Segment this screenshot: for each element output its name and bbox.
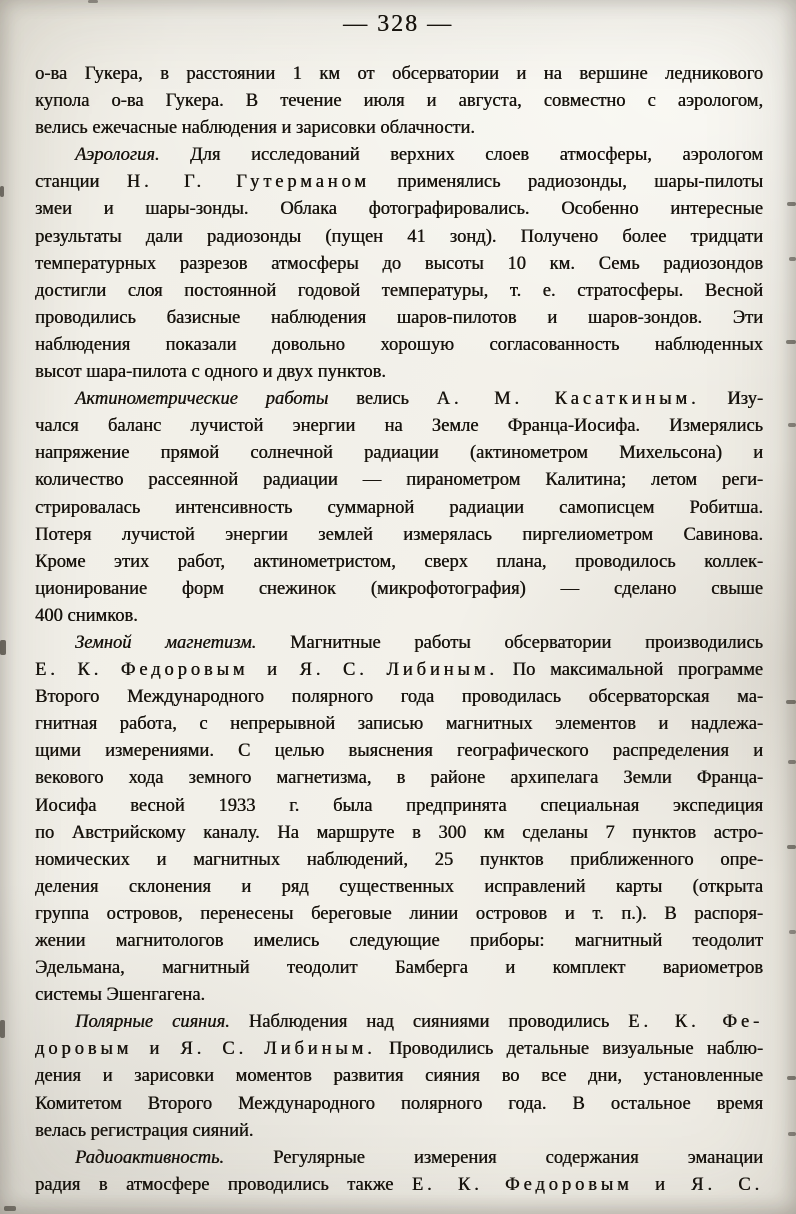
- italic-lead: Полярные сияния.: [75, 1012, 230, 1033]
- scan-artifact: [0, 640, 6, 655]
- paragraph: [35, 61, 763, 142]
- spaced-name: Н. Г. Гутерманом: [126, 172, 370, 193]
- text-segment: дения и зарисовки моментов развития сияния во все дни, установленные: [35, 1066, 763, 1087]
- scan-artifact: [788, 423, 796, 427]
- text-segment: щими измерениями. С целью выяснения географического распределения и: [35, 741, 763, 762]
- text-line: [35, 115, 763, 142]
- scan-artifact: [789, 930, 796, 934]
- text-segment: стрировалась интенсивность суммарной радиации самописцем Робитша.: [35, 497, 763, 518]
- text-segment: Потеря лучистой энергии землей измерялась пиргелиометром Савинова.: [35, 524, 763, 545]
- text-segment: группа островов, перенесены береговые линии островов и т. п.). В распоря-: [35, 903, 763, 924]
- text-segment: Изу-: [699, 389, 764, 410]
- text-line: [35, 630, 763, 657]
- scan-artifact: [789, 257, 796, 261]
- spaced-name: доровым и Я. С. Либиным.: [35, 1039, 376, 1060]
- italic-lead: Аэрология.: [75, 145, 160, 166]
- text-segment: чался баланс лучистой энергии на Земле Франца-Иосифа. Измерялись: [35, 416, 763, 437]
- text-line: [35, 738, 763, 765]
- text-line: [35, 982, 763, 1009]
- text-line: [35, 765, 763, 792]
- spaced-name: Е. К. Фе-: [628, 1012, 763, 1033]
- text-line: [35, 684, 763, 711]
- paragraph: [35, 386, 763, 630]
- paragraph: [35, 1009, 763, 1144]
- text-line: [35, 928, 763, 955]
- text-line: [35, 874, 763, 901]
- text-segment: достигли слоя постоянной годовой температуры, т. е. стратосферы. Весной: [35, 280, 763, 301]
- text-line: [35, 61, 763, 88]
- spaced-name: А. М. Касаткиным.: [436, 389, 700, 410]
- text-segment: высот шара-пилота с одного и двух пунктов.: [35, 362, 386, 383]
- text-segment: купола о-ва Гукера. В течение июля и августа, совместно с аэрологом,: [35, 91, 763, 112]
- text-line: [35, 847, 763, 874]
- text-line: [35, 251, 763, 278]
- text-line: [35, 793, 763, 820]
- text-line: [35, 332, 763, 359]
- text-segment: Кроме этих работ, актинометристом, сверх плана, проводилось коллек-: [35, 551, 763, 572]
- spaced-name: Е. К. Федоровым и Я. С. Либиным.: [35, 660, 498, 681]
- scan-artifact: [0, 1020, 5, 1038]
- text-segment: Регулярные измерения содержания эманации: [224, 1147, 763, 1168]
- text-line: [35, 657, 763, 684]
- text-line: [35, 1172, 763, 1199]
- text-line: [35, 359, 763, 386]
- text-line: [35, 1009, 763, 1036]
- text-line: [35, 1091, 763, 1118]
- text-segment: Магнитные работы обсерватории производились: [256, 632, 763, 653]
- page-body: [0, 38, 796, 1199]
- text-segment: температурных разрезов атмосферы до высоты 10 км. Семь радиозондов: [35, 253, 763, 274]
- text-line: [35, 305, 763, 332]
- italic-lead: Радиоактивность.: [75, 1147, 225, 1168]
- scan-artifact: [88, 0, 98, 3]
- text-segment: По максимальной программе: [497, 660, 763, 681]
- text-line: [35, 955, 763, 982]
- text-line: [35, 901, 763, 928]
- text-line: [35, 467, 763, 494]
- text-segment: велась регистрация сияний.: [35, 1120, 254, 1141]
- paragraph: [35, 630, 763, 1009]
- text-segment: системы Эшенгагена.: [35, 985, 206, 1006]
- text-line: [35, 549, 763, 576]
- text-segment: радия в атмосфере проводились также: [35, 1174, 412, 1195]
- text-segment: жении магнитологов имелись следующие приборы: магнитный теодолит: [35, 931, 763, 951]
- text-segment: применялись радиозонды, шары-пилоты: [369, 172, 763, 193]
- italic-lead: Земной магнетизм.: [75, 632, 257, 653]
- scan-artifact: [787, 1076, 796, 1080]
- text-line: [35, 224, 763, 251]
- text-segment: Иосифа весной 1933 г. была предпринята специальная экспедиция: [35, 795, 763, 816]
- text-line: [35, 820, 763, 847]
- text-segment: 400 снимков.: [35, 605, 138, 626]
- text-line: [35, 386, 763, 413]
- text-segment: о-ва Гукера, в расстоянии 1 км от обсерватории и на вершине ледникового: [35, 64, 763, 84]
- text-segment: напряжение прямой солнечной радиации (актинометром Михельсона) и: [35, 443, 763, 464]
- text-segment: деления склонения и ряд существенных исправлений карты (открыта: [35, 876, 763, 897]
- spaced-name: Е. К. Федоровым и Я. С.: [411, 1174, 763, 1195]
- text-line: [35, 603, 763, 630]
- text-line: [35, 1063, 763, 1090]
- text-line: [35, 196, 763, 223]
- text-line: [35, 1036, 763, 1063]
- text-line: [35, 169, 763, 196]
- scan-artifact: [787, 202, 796, 206]
- scan-artifact: [4, 1206, 16, 1211]
- italic-lead: Актинометрические работы: [75, 389, 329, 410]
- text-line: [35, 1118, 763, 1145]
- text-segment: проводились базисные наблюдения шаров-пилотов и шаров-зондов. Эти: [35, 307, 763, 328]
- paragraph: [35, 142, 763, 386]
- text-line: [35, 522, 763, 549]
- text-line: [35, 711, 763, 738]
- scan-artifact: [788, 1132, 796, 1136]
- text-line: [35, 142, 763, 169]
- text-line: [35, 413, 763, 440]
- text-line: [35, 88, 763, 115]
- text-segment: Наблюдения над сияниями проводились: [229, 1012, 629, 1033]
- scan-artifact: [787, 845, 796, 849]
- scan-artifact: [786, 340, 796, 344]
- text-segment: Эдельмана, магнитный теодолит Бамберга и комплект вариометров: [35, 958, 763, 979]
- text-segment: ционирование форм снежинок (микрофотография) — сделано свыше: [35, 578, 763, 599]
- text-segment: велись ежечасные наблюдения и зарисовки облачности.: [35, 118, 475, 139]
- text-line: [35, 1145, 763, 1172]
- text-segment: по Австрийскому каналу. На маршруте в 300 км сделаны 7 пунктов астро-: [35, 822, 763, 843]
- text-segment: Комитетом Второго Международного полярного года. В остальное время: [35, 1093, 763, 1114]
- text-segment: гнитная работа, с непрерывной записью магнитных элементов и надлежа-: [35, 714, 763, 735]
- text-segment: Проводились детальные визуальные наблю-: [375, 1039, 763, 1060]
- text-segment: змеи и шары-зонды. Облака фотографировались. Особенно интересные: [35, 199, 763, 220]
- scan-artifact: [788, 760, 796, 764]
- text-segment: Второго Международного полярного года проводилась обсерваторская ма-: [35, 687, 763, 708]
- text-segment: велись: [328, 389, 437, 410]
- text-line: [35, 576, 763, 603]
- paragraph: [35, 1145, 763, 1199]
- text-segment: станции: [35, 172, 127, 193]
- page-number: — 328 —: [343, 11, 453, 37]
- text-line: [35, 440, 763, 467]
- text-segment: количество рассеянной радиации — пиранометром Калитина; летом реги-: [35, 470, 763, 491]
- text-segment: Для исследований верхних слоев атмосферы, аэрологом: [159, 145, 763, 166]
- text-segment: результаты дали радиозонды (пущен 41 зонд). Получено более тридцати: [35, 226, 763, 247]
- scan-artifact: [786, 700, 796, 704]
- text-segment: векового хода земного магнетизма, в районе архипелага Земли Франца-: [35, 768, 763, 789]
- text-line: [35, 278, 763, 305]
- text-segment: наблюдения показали довольно хорошую согласованность наблюденных: [35, 334, 763, 355]
- scan-artifact: [0, 186, 4, 197]
- text-segment: номических и магнитных наблюдений, 25 пунктов приближенного опре-: [35, 849, 763, 870]
- text-line: [35, 495, 763, 522]
